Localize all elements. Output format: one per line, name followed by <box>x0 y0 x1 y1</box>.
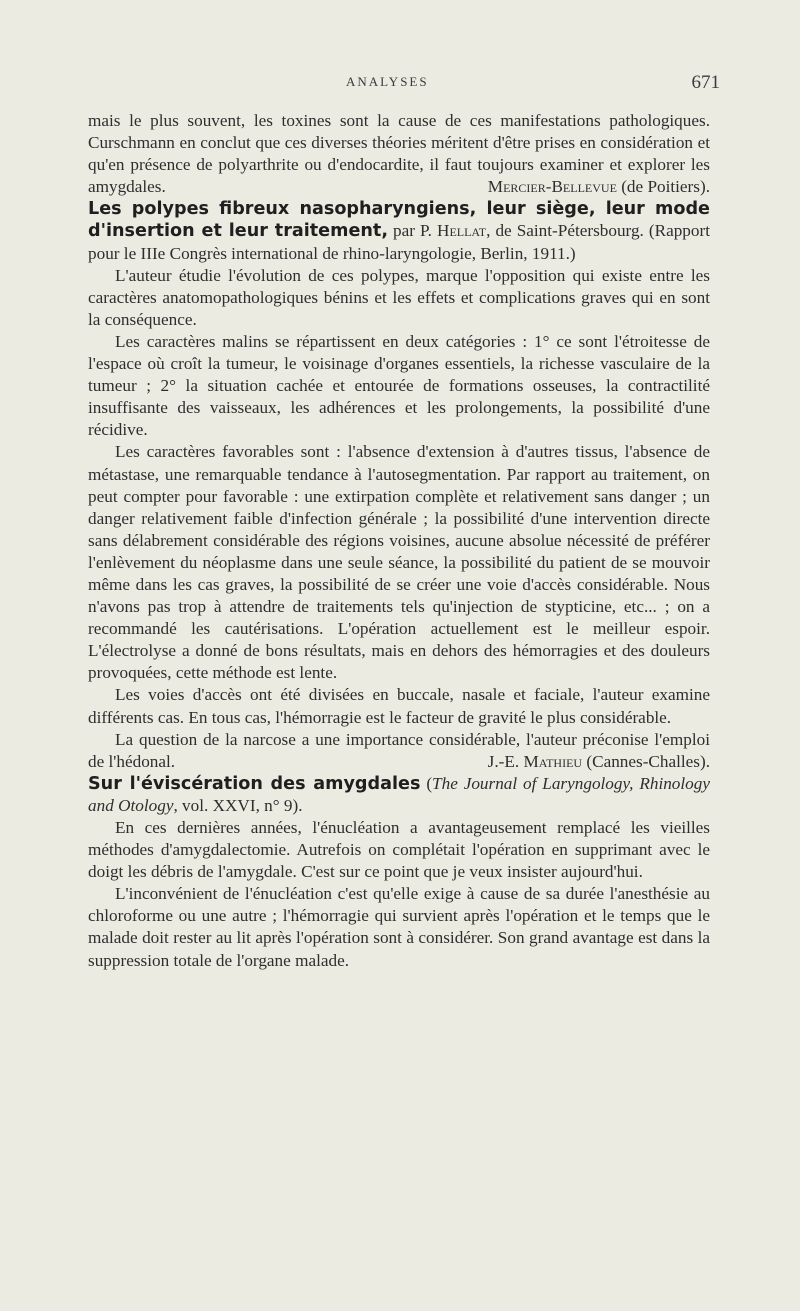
signature-initials: J.-E. <box>487 751 520 771</box>
article-paragraph: En ces dernières années, l'énucléation a avantageusement remplacé les vieilles méthodes d'amygdalectomie. Autrefois on complétait l'opération en supprimant avec le doigt les débris de l'amygdale. C'est sur ce point que je veux insister aujourd'hui. <box>88 818 710 882</box>
article-source: , de Saint-Pétersbourg. (Rapport pour le IIIe Congrès international de rhino-laryngologie, Berlin, 1911.) <box>88 221 710 263</box>
article-paragraph: Les voies d'accès ont été divisées en buccale, nasale et faciale, l'auteur examine différents cas. En tous cas, l'hémorragie est le facteur de gravité le plus considérable. <box>88 685 710 727</box>
article-paragraph: L'inconvénient de l'énucléation c'est qu'elle exige à cause de sa durée l'anesthésie au chloroforme ou une autre ; l'hémorragie qui survient après l'opération et le temps que le malade doit rester au lit après l'opération sont à considérer. Son grand avantage est dans la suppression totale de l'organe malade. <box>88 884 710 970</box>
article-paragraph: Les caractères malins se répartissent en deux catégories : 1° ce sont l'étroitesse de l'espace où croît la tumeur, le voisinage d'organes essentiels, la richesse vasculaire de la tumeur ; 2° la situation cachée et entourée de formations osseuses, la contractilité insuffisante des vaisseaux, les adhérences et les prolongements, la possibilité d'une récidive. <box>88 331 710 440</box>
article-author: Hellat <box>437 221 487 241</box>
source-rest: , vol. XXVI, n° 9). <box>173 795 303 815</box>
article-signature <box>461 751 710 773</box>
running-head <box>0 74 800 96</box>
source-open: ( <box>426 773 433 793</box>
journal-name: The Journal of Laryngology, Rhinology and Otology <box>88 773 710 815</box>
signature-name: Mathieu <box>523 751 583 771</box>
running-title: ANALYSES <box>346 74 429 89</box>
signature-affiliation: (de Poitiers). <box>621 177 710 197</box>
page-number: 671 <box>691 72 720 93</box>
article-paragraph-text: La question de la narcose a une importance considérable, l'auteur préconise l'emploi de l'hédonal. <box>88 729 710 771</box>
article-heading <box>88 198 710 264</box>
body-text <box>88 110 710 972</box>
signature-place: (Cannes-Challes). <box>586 751 710 771</box>
signature-author: Mercier-Bellevue <box>487 177 617 197</box>
article-tail-text: mais le plus souvent, les toxines sont la cause de ces manifestations pathologiques. Curschmann en conclut que ces diverses théories méritent d'être prises en considération et qu'en présence de polyarthrite ou d'endocardite, il faut toujours examiner et explorer les amygdales. <box>88 111 710 197</box>
article-paragraph: Les caractères favorables sont : l'absence d'extension à d'autres tissus, l'absence de métastase, une remarquable tendance à l'autosegmentation. Par rapport au traitement, on peut compter pour favorable : une extirpation complète et relativement sans danger ; un danger relativement faible d'infection générale ; la possibilité d'une intervention directe sans délabrement considérable des régions voisines, aucune absolue nécessité de préférer l'enlèvement du néoplasme dans une seule séance, la possibilité du patient de se mouvoir même dans les cas graves, la possibilité de se créer une voie d'accès considérable. Nous n'avons pas trop à attendre de traitements tels qu'injection de stypticine, etc... ; on a recommandé les cautérisations. L'opération actuellement est le meilleur espoir. L'électrolyse a donné de bons résultats, mais en dehors des hémorragies et des douleurs provoquées, cette méthode est lente. <box>88 442 710 683</box>
article-title: Sur l'éviscération des amygdales <box>88 773 421 794</box>
article-by: par P. <box>393 221 432 241</box>
article-paragraph <box>88 729 710 773</box>
article-title: Les polypes fibreux nasopharyngiens, leur siège, leur mode d'insertion et leur traitement, <box>88 199 710 242</box>
article-paragraph: L'auteur étudie l'évolution de ces polypes, marque l'opposition qui existe entre les caractères anatomopathologiques bénins et les effets et complications graves qui en sont la conséquence. <box>88 265 710 329</box>
article-tail-signature <box>488 176 710 198</box>
article-tail-paragraph <box>88 110 710 198</box>
article-heading <box>88 773 710 817</box>
